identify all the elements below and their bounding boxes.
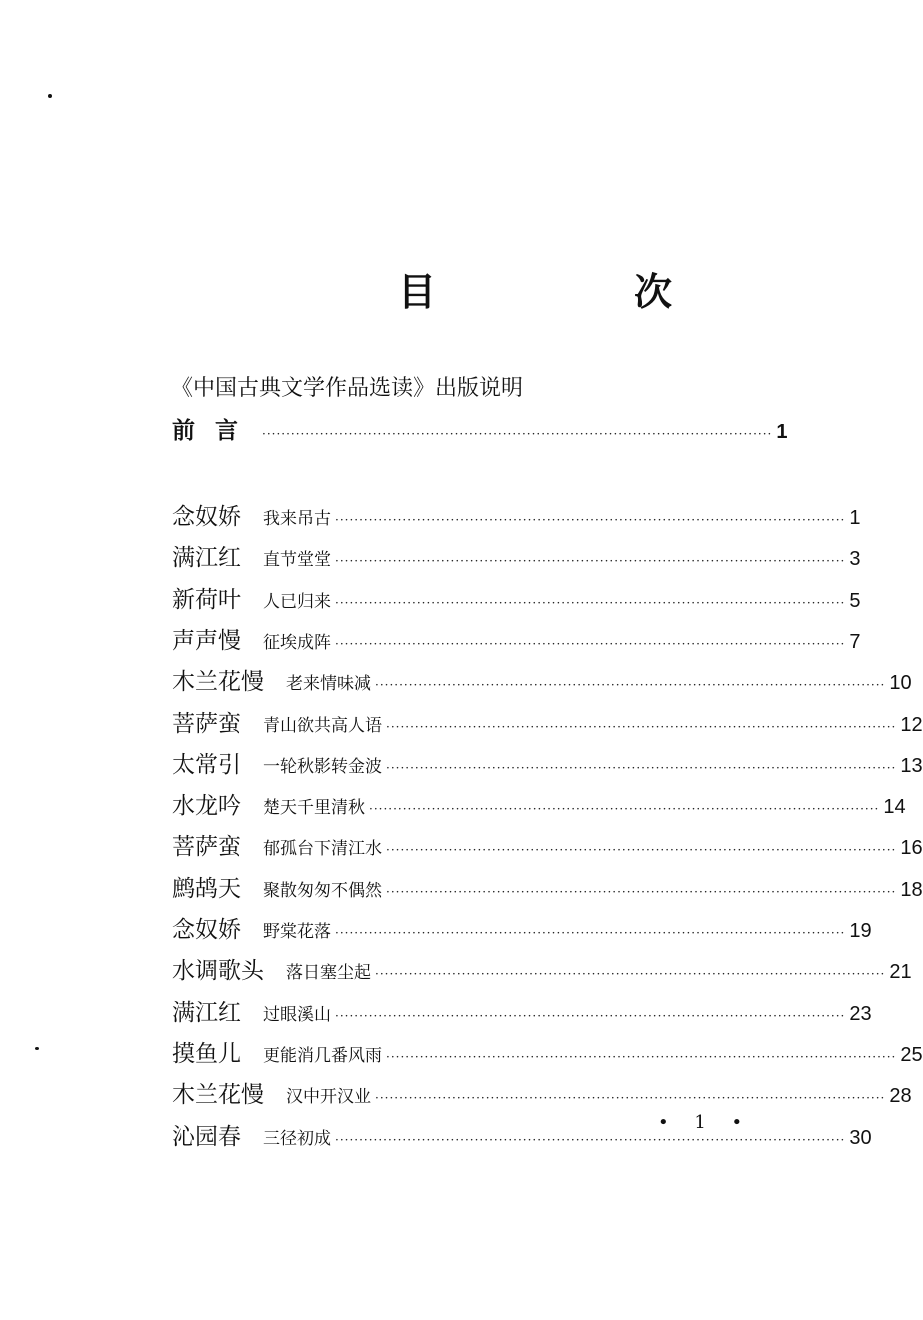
toc-first-line: 楚天千里清秋	[263, 798, 365, 819]
toc-first-line: 征埃成阵	[263, 632, 331, 653]
toc-tune-title: 摸鱼儿	[172, 1040, 241, 1067]
toc-leader-dots: ··········································································································	[386, 884, 897, 899]
toc-preface-row	[172, 414, 788, 448]
toc-leader-dots: ··········································································································	[335, 554, 846, 569]
toc-entry-row	[172, 624, 861, 658]
toc-entry-row	[172, 583, 861, 617]
toc-page-number: 1	[849, 507, 861, 529]
toc-page-number: 10	[889, 672, 912, 695]
toc-page-number: 21	[889, 961, 912, 984]
toc-tune-title: 满江红	[172, 545, 241, 572]
toc-first-line: 我来吊古	[263, 509, 331, 529]
toc-page-number: 12	[900, 713, 923, 736]
toc-entry-row	[172, 707, 923, 741]
toc-leader-dots: ··········································································································	[335, 926, 846, 940]
toc-leader-dots: ··········································································································	[386, 1049, 897, 1064]
page-title: 目 次	[398, 269, 753, 314]
toc-leader-dots: ··········································································································	[335, 1008, 846, 1023]
toc-tune-title: 木兰花慢	[172, 669, 264, 696]
toc-tune-title: 水调歌头	[172, 958, 264, 985]
toc-first-line: 落日塞尘起	[286, 963, 371, 984]
page-folio: • 1 •	[658, 1112, 753, 1133]
toc-preface-label: 前言	[172, 417, 258, 444]
toc-tune-title: 鹧鸪天	[172, 875, 241, 902]
toc-leader-dots: ··········································································································	[335, 513, 846, 527]
toc-page-number: 18	[900, 878, 923, 901]
toc-leader-dots: ··········································································································	[386, 843, 897, 858]
toc-entry-row	[172, 830, 923, 864]
toc-first-line: 三径初成	[263, 1128, 331, 1149]
toc-first-line: 郁孤台下清江水	[263, 839, 382, 860]
toc-entry-row	[172, 954, 912, 988]
toc-entry-row	[172, 1078, 912, 1112]
toc-first-line: 老来情味减	[286, 674, 371, 695]
toc-page-number: 5	[849, 589, 861, 612]
toc-leader-dots: ··········································································································	[386, 760, 897, 775]
toc-first-line: 过眼溪山	[263, 1004, 331, 1025]
toc-leader-dots: ··········································································································	[386, 719, 897, 734]
toc-leader-dots: ··········································································································	[369, 802, 880, 817]
series-publication-note: 《中国古典文学作品选读》出版说明	[171, 376, 524, 401]
toc-leader-dots: ··········································································································	[262, 427, 773, 441]
toc-first-line: 青山欲共高人语	[263, 715, 382, 736]
toc-page-number: 19	[849, 920, 872, 942]
toc-tune-title: 声声慢	[172, 627, 241, 654]
toc-tune-title: 满江红	[172, 999, 241, 1026]
toc-tune-title: 沁园春	[172, 1123, 241, 1150]
toc-first-line: 更能消几番风雨	[263, 1045, 382, 1066]
toc-tune-title: 水龙吟	[172, 793, 241, 820]
toc-entry-row	[172, 500, 861, 534]
toc-page-number: 1	[776, 421, 788, 443]
toc-page-number: 30	[849, 1126, 872, 1149]
toc-page-number: 14	[883, 796, 906, 819]
toc-first-line: 人已归来	[263, 591, 331, 612]
toc-entry-row	[172, 789, 906, 823]
toc-leader-dots: ··········································································································	[375, 967, 886, 982]
toc-tune-title: 菩萨蛮	[172, 834, 241, 861]
toc-tune-title: 菩萨蛮	[172, 710, 241, 737]
toc-page-number: 13	[900, 754, 923, 777]
toc-page-number: 28	[889, 1085, 912, 1108]
toc-first-line: 直节堂堂	[263, 550, 331, 571]
toc-leader-dots: ··········································································································	[335, 1132, 846, 1147]
toc-tune-title: 太常引	[172, 751, 241, 778]
toc-first-line: 野棠花落	[263, 922, 331, 942]
toc-entry-row	[172, 913, 872, 947]
toc-tune-title: 木兰花慢	[172, 1082, 264, 1109]
toc-tune-title: 新荷叶	[172, 586, 241, 613]
toc-first-line: 一轮秋影转金波	[263, 756, 382, 777]
toc-entry-row	[172, 996, 872, 1030]
toc-page-number: 23	[849, 1002, 872, 1025]
stray-mark	[48, 94, 52, 98]
toc-entry-row	[172, 872, 923, 906]
toc-tune-title: 念奴娇	[172, 917, 241, 943]
toc-page-number: 7	[849, 630, 861, 653]
toc-tune-title: 念奴娇	[172, 504, 241, 530]
toc-page-number: 3	[849, 548, 861, 571]
toc-entry-row	[172, 1037, 923, 1071]
toc-leader-dots: ··········································································································	[375, 1091, 886, 1106]
toc-first-line: 汉中开汉业	[286, 1087, 371, 1108]
toc-page-number: 16	[900, 837, 923, 860]
toc-entry-row	[172, 748, 923, 782]
toc-entry-row	[172, 665, 912, 699]
toc-leader-dots: ··········································································································	[335, 595, 846, 610]
toc-first-line: 聚散匆匆不偶然	[263, 880, 382, 901]
toc-leader-dots: ··········································································································	[335, 636, 846, 651]
toc-page-number: 25	[900, 1043, 923, 1066]
toc-leader-dots: ··········································································································	[375, 678, 886, 693]
stray-mark	[35, 1047, 39, 1050]
toc-entry-row	[172, 541, 861, 575]
